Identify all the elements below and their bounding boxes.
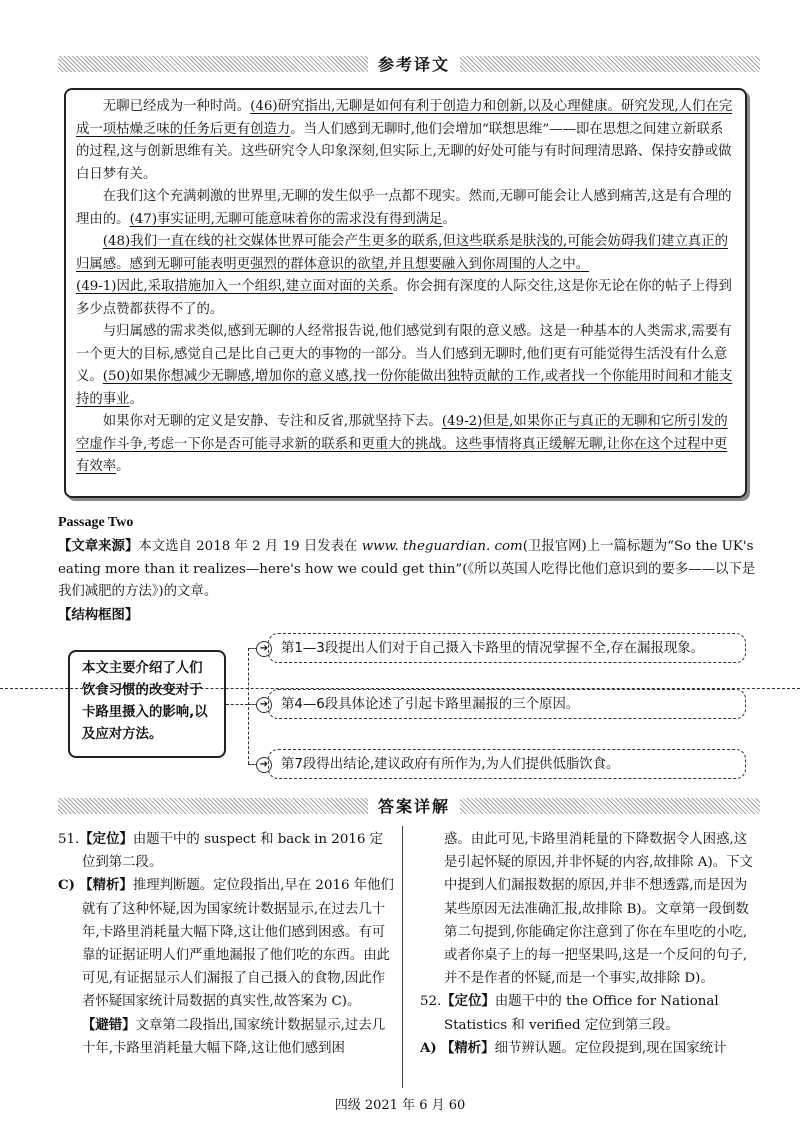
passage-source: 【文章来源】本文选自 2018 年 2 月 19 日发表在 www. theguardian. com(卫报官网)上一篇标题为“So the UK's eating more than it realizes—here's how we could get thin”(《所以英国人吃得比他们意识到的要多——以下是我们减肥的方法》)的文章。 bbox=[58, 538, 756, 599]
structure-label: 【结构框图】 bbox=[58, 607, 139, 623]
arrow-icon: ➔ bbox=[256, 641, 272, 657]
translation-paragraph-3: (48)我们一直在线的社交媒体世界可能会产生更多的联系,但这些联系是肤浅的,可能会妨碍我们建立真正的归属感。感到无聊可能表明更强烈的群体意识的欲望,并且想要融入到你周围的人之中。 bbox=[76, 234, 728, 272]
passage-title: Passage Two bbox=[58, 515, 134, 530]
connector-line bbox=[226, 704, 248, 705]
structure-node-1: 第1—3段提出人们对于自己摄入卡路里的情况掌握不全,存在漏报现象。 bbox=[268, 633, 746, 663]
arrow-icon: ➔ bbox=[256, 697, 272, 713]
structure-node-2: 第4—6段具体论述了引起卡路里漏报的三个原因。 bbox=[268, 689, 746, 719]
answers-right-column bbox=[420, 828, 758, 1060]
q51-locate: 51.【定位】由题干中的 suspect 和 back in 2016 定位到第二段。 bbox=[58, 831, 384, 871]
page-footer: 四级 2021 年 6 月 60 bbox=[334, 1098, 466, 1113]
arrow-icon: ➔ bbox=[256, 757, 272, 773]
c-avoid-error: 【避错】文章第二段指出,国家统计数据显示,过去几十年,卡路里消耗量大幅下降,这让他们感到困 bbox=[82, 1016, 386, 1056]
translation-paragraph-6: 如果你对无聊的定义是安静、专注和反省,那就坚持下去。(49-2)但是,如果你正与真正的无聊和它所引发的空虚作斗争,考虑一下你是否可能寻求新的联系和更重大的挑战。这些事情将真正缓解无聊,让你在这个过程中更有效率。 bbox=[76, 414, 728, 474]
column-divider bbox=[402, 826, 403, 1088]
summary-box: 本文主要介绍了人们饮食习惯的改变对于卡路里摄入的影响,以及应对方法。 bbox=[68, 650, 226, 758]
translation-paragraph-2: 在我们这个充满刺激的世界里,无聊的发生似乎一点都不现实。然而,无聊可能会让人感到痛苦,这是有合理的理由的。(47)事实证明,无聊可能意味着你的需求没有得到满足。 bbox=[76, 189, 732, 227]
a-explanation: A) 【精析】细节辨认题。定位段提到,现在国家统计 bbox=[420, 1039, 727, 1056]
q52-locate: 52.【定位】由题干中的 the Office for National Statistics 和 verified 定位到第三段。 bbox=[420, 993, 719, 1033]
section-header-translation: 参考译文 bbox=[368, 52, 460, 75]
translation-paragraph-1: 无聊已经成为一种时尚。(46)研究指出,无聊是如何有利于创造力和创新,以及心理健康。研究发现,人们在完成一项枯燥乏味的任务后更有创造力。当人们感到无聊时,他们会增加“联想思维”——即在思想之间建立新联系的过程,这与创新思维有关。这些研究令人印象深刻,但实际上,无聊的好处可能与有时间理清思路、保持安静或做白日梦有关。 bbox=[76, 99, 733, 182]
connector-vertical bbox=[248, 648, 249, 764]
structure-node-3: 第7段得出结论,建议政府有所作为,为人们提供低脂饮食。 bbox=[268, 749, 746, 779]
translation-paragraph-4: (49-1)因此,采取措施加入一个组织,建立面对面的关系。你会拥有深度的人际交往,这是你无论在你的帖子上得到多少点赞都获得不了的。 bbox=[76, 279, 732, 317]
avoid-error-continued: 惑。由此可见,卡路里消耗量的下降数据令人困惑,这是引起怀疑的原因,并非怀疑的内容,故排除 A)。下文中提到人们漏报数据的原因,并非不想透露,而是因为某些原因无法准确汇报,故排除 B)。文章第一段倒数第二句提到,你能确定你注意到了你在车里吃的小吃,或者你桌子上的每一把坚果吗,这是一个反问的句子,并不是作者的怀疑,而是一个事实,故排除 D)。 bbox=[444, 832, 753, 987]
section-header-answers: 答案详解 bbox=[368, 794, 460, 817]
c-explanation: C) 【精析】推理判断题。定位段指出,早在 2016 年他们就有了这种怀疑,因为国家统计数据显示,在过去几十年,卡路里消耗量大幅下降,这让他们感到困惑。有可靠的证据证明人们严重地漏报了他们吃的东西。由此可见,有证据显示人们漏报了自己摄入的食物,因此作者怀疑国家统计局数据的真实性,故答案为 C)。 bbox=[58, 877, 394, 1010]
answers-left-column bbox=[58, 828, 394, 1060]
translation-box bbox=[64, 88, 747, 498]
translation-paragraph-5: 与归属感的需求类似,感到无聊的人经常报告说,他们感觉到有限的意义感。这是一种基本的人类需求,需要有一个更大的目标,感觉自己是比自己更大的事物的一部分。当人们感到无聊时,他们更有可能觉得生活没有什么意义。(50)如果你想减少无聊感,增加你的意义感,找一份你能做出独特贡献的工作,或者找一个你能用时间和才能支持的事业。 bbox=[76, 324, 733, 407]
